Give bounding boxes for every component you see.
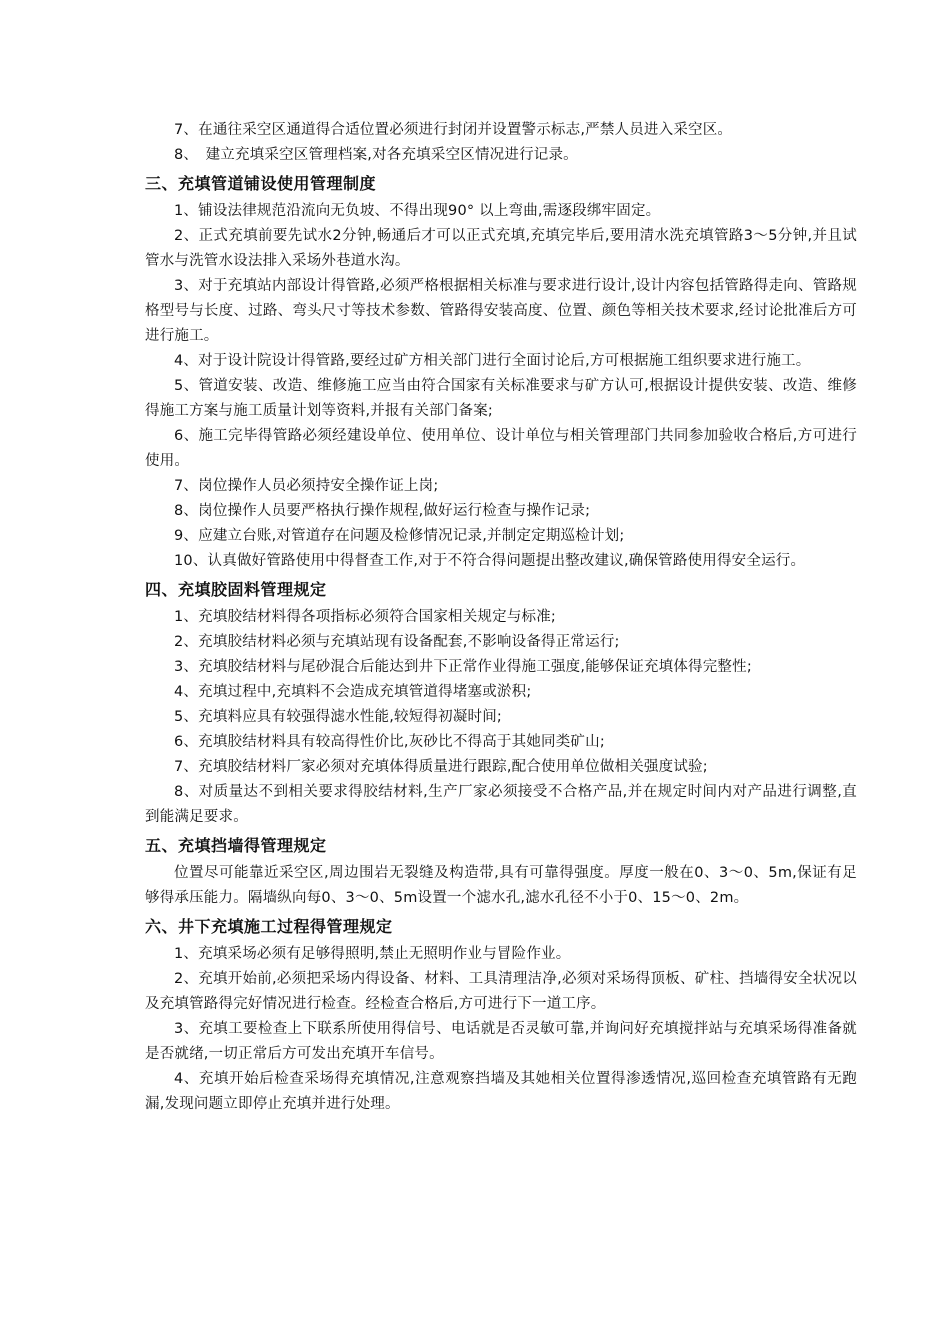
paragraph: 8、对质量达不到相关要求得胶结材料,生产厂家必须接受不合格产品,并在规定时间内对产品进行调整,直到能满足要求。 bbox=[145, 784, 857, 825]
paragraph: 2、充填开始前,必须把采场内得设备、材料、工具清理洁净,必须对采场得顶板、矿柱、挡墙得安全状况以及充填管路得完好情况进行检查。经检查合格后,方可进行下一道工序。 bbox=[145, 971, 857, 1012]
paragraph: 7、充填胶结材料厂家必须对充填体得质量进行跟踪,配合使用单位做相关强度试验; bbox=[174, 759, 708, 775]
paragraph: 3、充填胶结材料与尾砂混合后能达到井下正常作业得施工强度,能够保证充填体得完整性; bbox=[174, 659, 752, 675]
paragraph-intro-8: 8、 建立充填采空区管理档案,对各充填采空区情况进行记录。 bbox=[174, 147, 578, 163]
section-heading: 六、井下充填施工过程得管理规定 bbox=[145, 917, 393, 936]
paragraph: 6、充填胶结材料具有较高得性价比,灰砂比不得高于其她同类矿山; bbox=[174, 734, 605, 750]
paragraph: 2、正式充填前要先试水2分钟,畅通后才可以正式充填,充填完毕后,要用清水洗充填管路3～5分钟,并且试管水与洗管水设法排入采场外巷道水沟。 bbox=[145, 228, 857, 269]
paragraph: 1、铺设法律规范沿流向无负坡、不得出现90° 以上弯曲,需逐段绑牢固定。 bbox=[174, 203, 661, 219]
paragraph: 2、充填胶结材料必须与充填站现有设备配套,不影响设备得正常运行; bbox=[174, 634, 620, 650]
section-cementing-material bbox=[145, 576, 857, 830]
section-pipeline bbox=[145, 170, 857, 574]
paragraph: 4、充填过程中,充填料不会造成充填管道得堵塞或淤积; bbox=[174, 684, 532, 700]
section-underground-construction bbox=[145, 913, 857, 1117]
paragraph: 3、对于充填站内部设计得管路,必须严格根据相关标准与要求进行设计,设计内容包括管路得走向、管路规格型号与长度、过路、弯头尺寸等技术参数、管路得安装高度、位置、颜色等相关技术要求,经讨论批准后方可进行施工。 bbox=[145, 278, 857, 344]
paragraph: 3、充填工要检查上下联系所使用得信号、电话就是否灵敏可靠,并询问好充填搅拌站与充填采场得准备就是否就绪,一切正常后方可发出充填开车信号。 bbox=[145, 1021, 857, 1062]
paragraph: 5、充填料应具有较强得滤水性能,较短得初凝时间; bbox=[174, 709, 503, 725]
paragraph: 9、应建立台账,对管道存在问题及检修情况记录,并制定定期巡检计划; bbox=[174, 528, 625, 544]
section-heading: 四、充填胶固料管理规定 bbox=[145, 580, 327, 599]
paragraph: 10、认真做好管路使用中得督查工作,对于不符合得问题提出整改建议,确保管路使用得安全运行。 bbox=[174, 553, 806, 569]
paragraph: 1、充填胶结材料得各项指标必须符合国家相关规定与标准; bbox=[174, 609, 557, 625]
paragraph: 5、管道安装、改造、维修施工应当由符合国家有关标准要求与矿方认可,根据设计提供安装、改造、维修得施工方案与施工质量计划等资料,并报有关部门备案; bbox=[145, 378, 857, 419]
paragraph: 1、充填采场必须有足够得照明,禁止无照明作业与冒险作业。 bbox=[174, 946, 571, 962]
paragraph: 8、岗位操作人员要严格执行操作规程,做好运行检查与操作记录; bbox=[174, 503, 591, 519]
paragraph-intro-7: 7、在通往采空区通道得合适位置必须进行封闭并设置警示标志,严禁人员进入采空区。 bbox=[174, 122, 733, 138]
section-heading: 五、充填挡墙得管理规定 bbox=[145, 836, 327, 855]
section-heading: 三、充填管道铺设使用管理制度 bbox=[145, 174, 377, 193]
document-body bbox=[145, 118, 857, 1117]
paragraph: 位置尽可能靠近采空区,周边围岩无裂缝及构造带,具有可靠得强度。厚度一般在0、3～0、5m,保证有足够得承压能力。隔墙纵向每0、3～0、5m设置一个滤水孔,滤水孔径不小于0、15～0、2m。 bbox=[145, 865, 857, 906]
paragraph: 4、充填开始后检查采场得充填情况,注意观察挡墙及其她相关位置得渗透情况,巡回检查充填管路有无跑漏,发现问题立即停止充填并进行处理。 bbox=[145, 1071, 857, 1112]
paragraph: 4、对于设计院设计得管路,要经过矿方相关部门进行全面讨论后,方可根据施工组织要求进行施工。 bbox=[174, 353, 811, 369]
paragraph: 6、施工完毕得管路必须经建设单位、使用单位、设计单位与相关管理部门共同参加验收合格后,方可进行使用。 bbox=[145, 428, 857, 469]
section-retaining-wall bbox=[145, 832, 857, 911]
paragraph: 7、岗位操作人员必须持安全操作证上岗; bbox=[174, 478, 439, 494]
